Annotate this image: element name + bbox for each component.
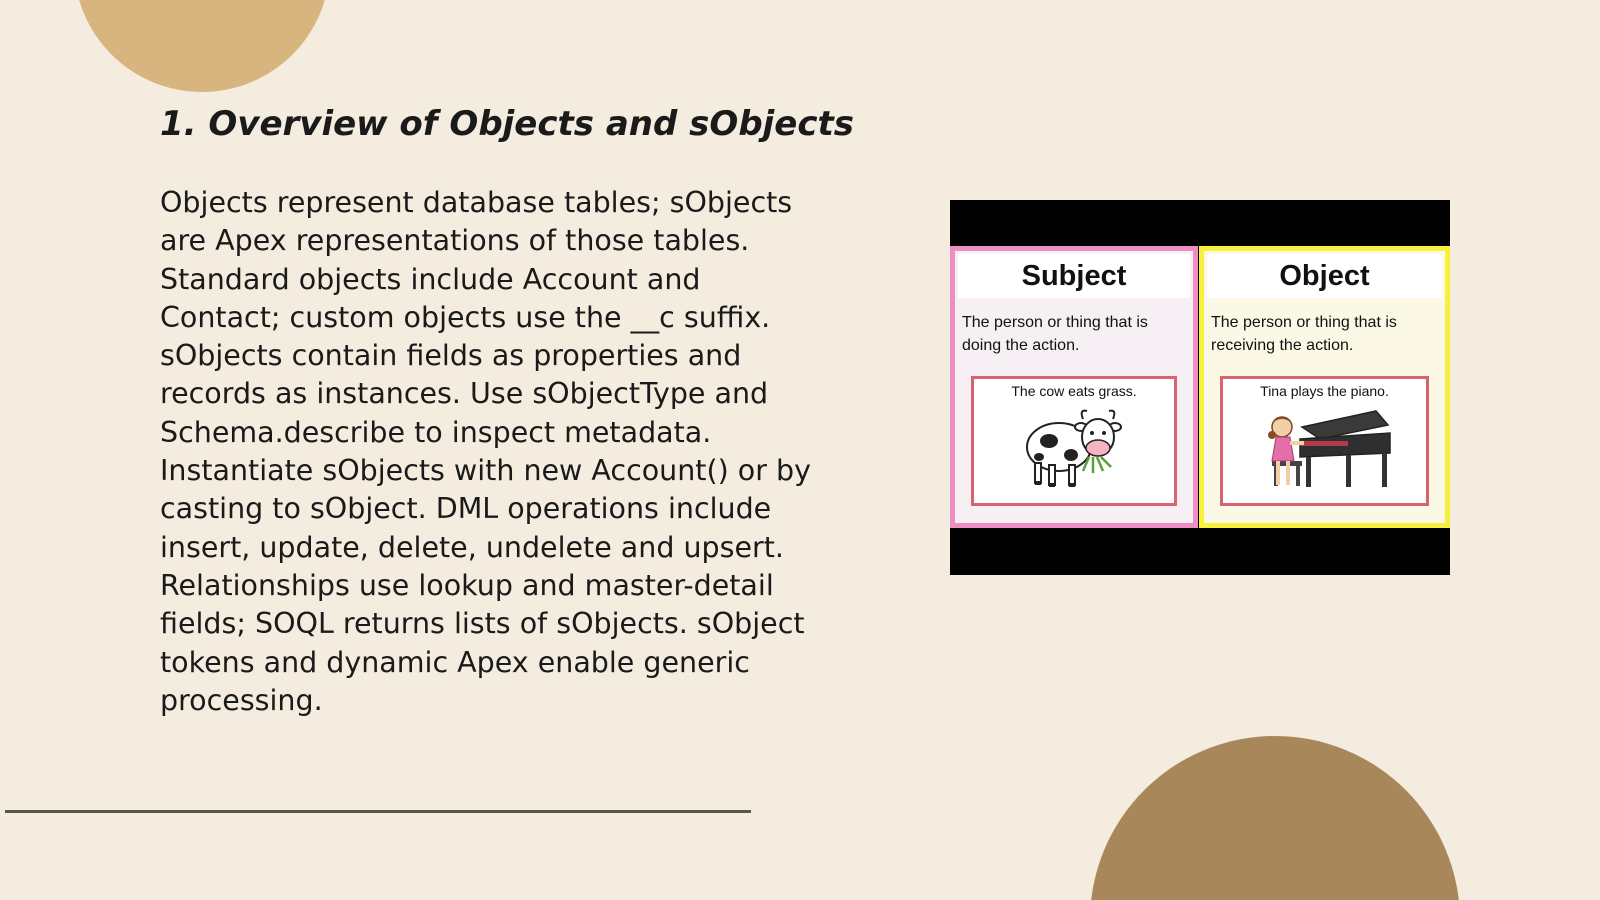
body-line: insert, update, delete, undelete and upsert. [160, 530, 784, 564]
slide-title: 1. Overview of Objects and sObjects [160, 104, 855, 144]
subject-description: The person or thing that is doing the action. [962, 314, 1148, 354]
object-panel [1199, 246, 1450, 528]
body-line: sObjects contain fields as properties and [160, 339, 742, 373]
decorative-circle-top [74, 0, 330, 92]
body-line: tokens and dynamic Apex enable generic [160, 645, 750, 679]
body-line: are Apex representations of those tables. [160, 224, 750, 258]
body-line: Contact; custom objects use the __c suffix. [160, 300, 771, 334]
body-line: Relationships use lookup and master-detail [160, 568, 774, 602]
body-line: fields; SOQL returns lists of sObjects. sObject [160, 607, 805, 641]
object-description: The person or thing that is receiving the action. [1211, 314, 1397, 354]
subject-example-box [971, 376, 1177, 506]
body-line: casting to sObject. DML operations include [160, 492, 772, 526]
body-line: Instantiate sObjects with new Account() or by [160, 454, 811, 488]
object-example-box [1220, 376, 1429, 506]
girl-piano-icon [1223, 405, 1426, 499]
body-line: Standard objects include Account and [160, 262, 701, 296]
subject-panel [950, 246, 1198, 528]
cow-icon [974, 405, 1174, 499]
divider-line [5, 810, 751, 813]
subject-heading: Subject [958, 254, 1190, 298]
object-heading: Object [1207, 254, 1442, 298]
body-line: records as instances. Use sObjectType and [160, 377, 769, 411]
slide-body [160, 184, 860, 720]
subject-example-sentence: The cow eats grass. [1011, 383, 1137, 399]
body-line: processing. [160, 683, 323, 717]
decorative-circle-bottom [1090, 736, 1460, 900]
body-line: Objects represent database tables; sObjects [160, 186, 793, 219]
object-example-sentence: Tina plays the piano. [1260, 383, 1389, 399]
body-line: Schema.describe to inspect metadata. [160, 415, 712, 449]
subject-object-picture [950, 200, 1450, 575]
